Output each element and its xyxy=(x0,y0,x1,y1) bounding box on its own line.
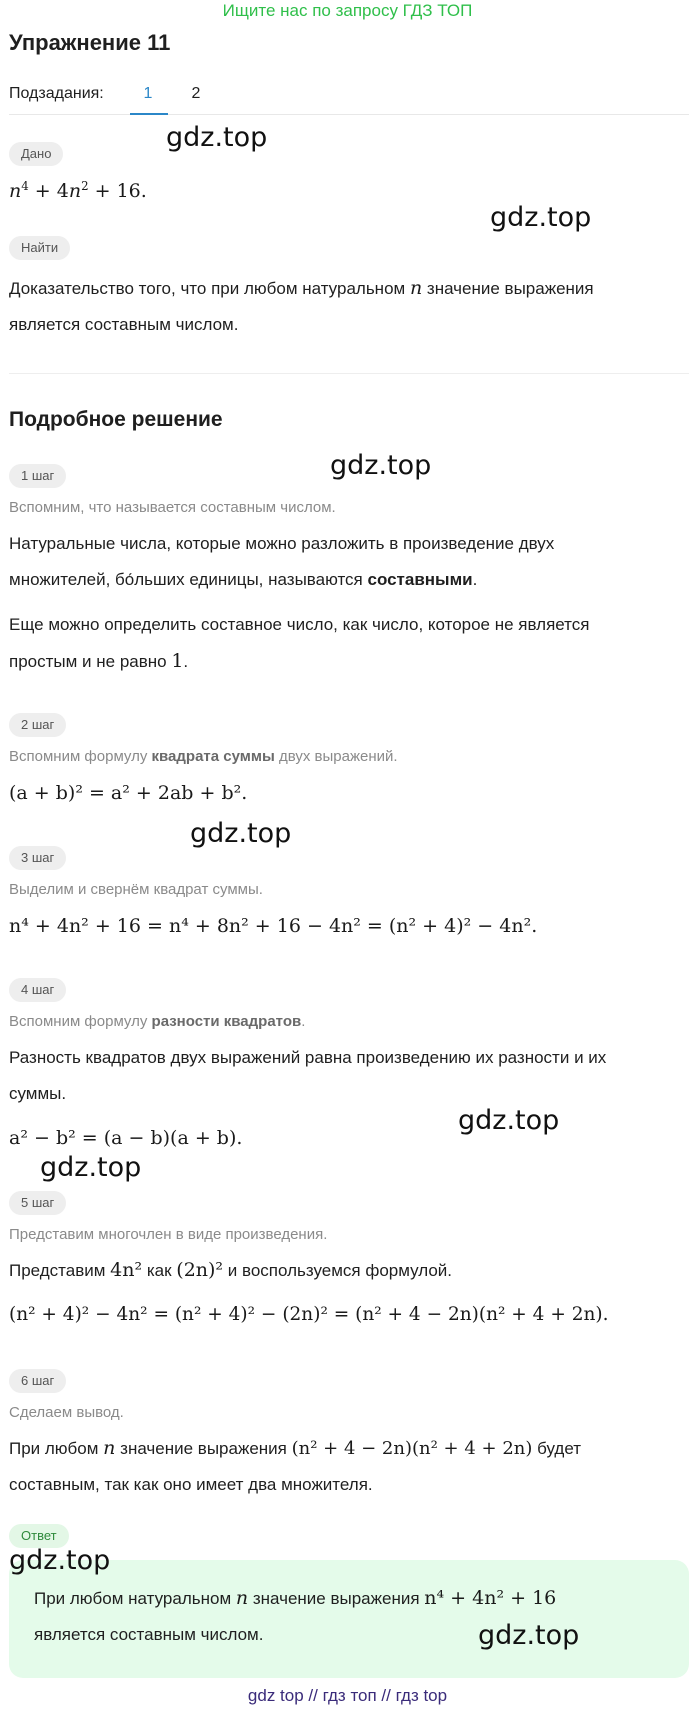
footer-links[interactable]: gdz top // гдз топ // гдз top xyxy=(247,1686,448,1705)
watermark: gdz.top xyxy=(166,122,268,153)
tab-subtask-1[interactable]: 1 xyxy=(143,85,153,102)
answer-text-a: При любом натуральном xyxy=(34,1589,236,1608)
find-var: n xyxy=(409,277,423,299)
step-5-paragraph xyxy=(9,1252,689,1289)
step-5-note: Представим многочлен в виде произведения. xyxy=(9,1226,328,1243)
given-term-4: + 16. xyxy=(88,180,147,202)
step-5-expr-2: (2n)² xyxy=(176,1259,224,1281)
section-divider xyxy=(9,373,689,374)
step-6-paragraph xyxy=(9,1430,689,1503)
step-1-badge: 1 шаг xyxy=(9,464,66,488)
find-text xyxy=(9,270,689,343)
step-5-formula: (n² + 4)² − 4n² = (n² + 4)² − (2n)² = (n² + 4 − 2n)(n² + 4 + 2n). xyxy=(9,1304,609,1325)
find-text-b: значение выражения xyxy=(422,279,594,298)
step-1-p2-num: 1 xyxy=(171,650,184,672)
watermark: gdz.top xyxy=(458,1105,560,1136)
given-exp-2: 2 xyxy=(81,178,89,193)
answer-text-b: значение выражения xyxy=(248,1589,425,1608)
given-exp-1: 4 xyxy=(21,178,29,193)
step-5-expr-1: 4n² xyxy=(110,1259,143,1281)
step-5-p-mid: как xyxy=(142,1261,177,1280)
step-4-formula: a² − b² = (a − b)(a + b). xyxy=(9,1127,243,1149)
watermark: gdz.top xyxy=(330,450,432,481)
step-1-p1-bold: составными xyxy=(367,570,473,589)
watermark: gdz.top xyxy=(190,818,292,849)
watermark: gdz.top xyxy=(478,1620,580,1651)
find-badge: Найти xyxy=(9,236,70,260)
step-2-note-b: двух выражений. xyxy=(274,748,398,765)
step-1-note: Вспомним, что называется составным числом. xyxy=(9,499,336,516)
step-5-badge: 5 шаг xyxy=(9,1191,66,1215)
watermark: gdz.top xyxy=(9,1545,111,1576)
page-title: Упражнение 11 xyxy=(9,30,171,55)
step-6-p-c: составным, так как оно имеет два множителя. xyxy=(9,1475,373,1494)
step-3-formula: n⁴ + 4n² + 16 = n⁴ + 8n² + 16 − 4n² = (n² + 4)² − 4n². xyxy=(9,915,538,937)
step-1-p1-end: . xyxy=(472,570,478,589)
step-6-badge: 6 шаг xyxy=(9,1369,66,1393)
step-1-paragraph-1 xyxy=(9,526,689,598)
step-3-badge: 3 шаг xyxy=(9,846,66,870)
tabs-divider xyxy=(9,114,689,115)
step-5-p-b: и воспользуемся формулой. xyxy=(223,1261,453,1280)
step-4-note xyxy=(9,1013,305,1030)
step-2-badge: 2 шаг xyxy=(9,713,66,737)
step-2-note-bold: квадрата суммы xyxy=(151,748,275,765)
search-banner: Ищите нас по запросу ГДЗ ТОП xyxy=(222,1,473,20)
step-6-p-mid: значение выражения xyxy=(115,1439,292,1458)
step-5-p-a: Представим xyxy=(9,1261,111,1280)
find-text-c: является составным числом. xyxy=(9,315,239,334)
step-1-p2-a: Еще можно определить составное число, как число, которое не является xyxy=(9,615,590,634)
step-4-note-b: . xyxy=(301,1013,306,1030)
step-6-var: n xyxy=(103,1437,116,1459)
given-badge: Дано xyxy=(9,142,63,166)
step-4-p-a: Разность квадратов двух выражений равна произведению их разности и их xyxy=(9,1048,607,1067)
given-var-1: n xyxy=(9,180,22,202)
given-expression xyxy=(9,180,147,202)
answer-var: n xyxy=(235,1587,249,1609)
watermark: gdz.top xyxy=(40,1152,142,1183)
step-6-note: Сделаем вывод. xyxy=(9,1404,124,1421)
solution-title: Подробное решение xyxy=(9,408,223,431)
step-3-note: Выделим и свернём квадрат суммы. xyxy=(9,881,263,898)
step-1-p2-end: . xyxy=(183,652,189,671)
step-1-p1-b: множителей, бо́льших единицы, называются xyxy=(9,570,368,589)
step-1-paragraph-2 xyxy=(9,607,689,680)
step-1-p1-a: Натуральные числа, которые можно разложить в произведение двух xyxy=(9,534,555,553)
subtasks-label: Подзадания: xyxy=(9,85,104,102)
given-var-2: n xyxy=(68,180,82,202)
given-term-2: + 4 xyxy=(28,180,69,202)
step-4-paragraph xyxy=(9,1040,689,1112)
answer-expr: n⁴ + 4n² + 16 xyxy=(424,1587,557,1609)
step-4-badge: 4 шаг xyxy=(9,978,66,1002)
step-2-note xyxy=(9,748,398,765)
watermark: gdz.top xyxy=(490,202,592,233)
step-1-p2-b: простым и не равно xyxy=(9,652,172,671)
step-6-p-a: При любом xyxy=(9,1439,104,1458)
step-2-note-a: Вспомним формулу xyxy=(9,748,152,765)
answer-text-c: является составным числом. xyxy=(34,1625,264,1644)
step-4-note-bold: разности квадратов xyxy=(151,1013,302,1030)
tab-subtask-2[interactable]: 2 xyxy=(191,85,201,102)
step-4-p-b: суммы. xyxy=(9,1084,67,1103)
step-6-expr: (n² + 4 − 2n)(n² + 4 + 2n) xyxy=(291,1438,533,1459)
answer-badge: Ответ xyxy=(9,1524,69,1548)
step-4-note-a: Вспомним формулу xyxy=(9,1013,152,1030)
active-tab-indicator xyxy=(130,113,168,115)
step-2-formula: (a + b)² = a² + 2ab + b². xyxy=(9,782,248,804)
step-6-p-b: будет xyxy=(532,1439,582,1458)
find-text-a: Доказательство того, что при любом натуральном xyxy=(9,279,410,298)
